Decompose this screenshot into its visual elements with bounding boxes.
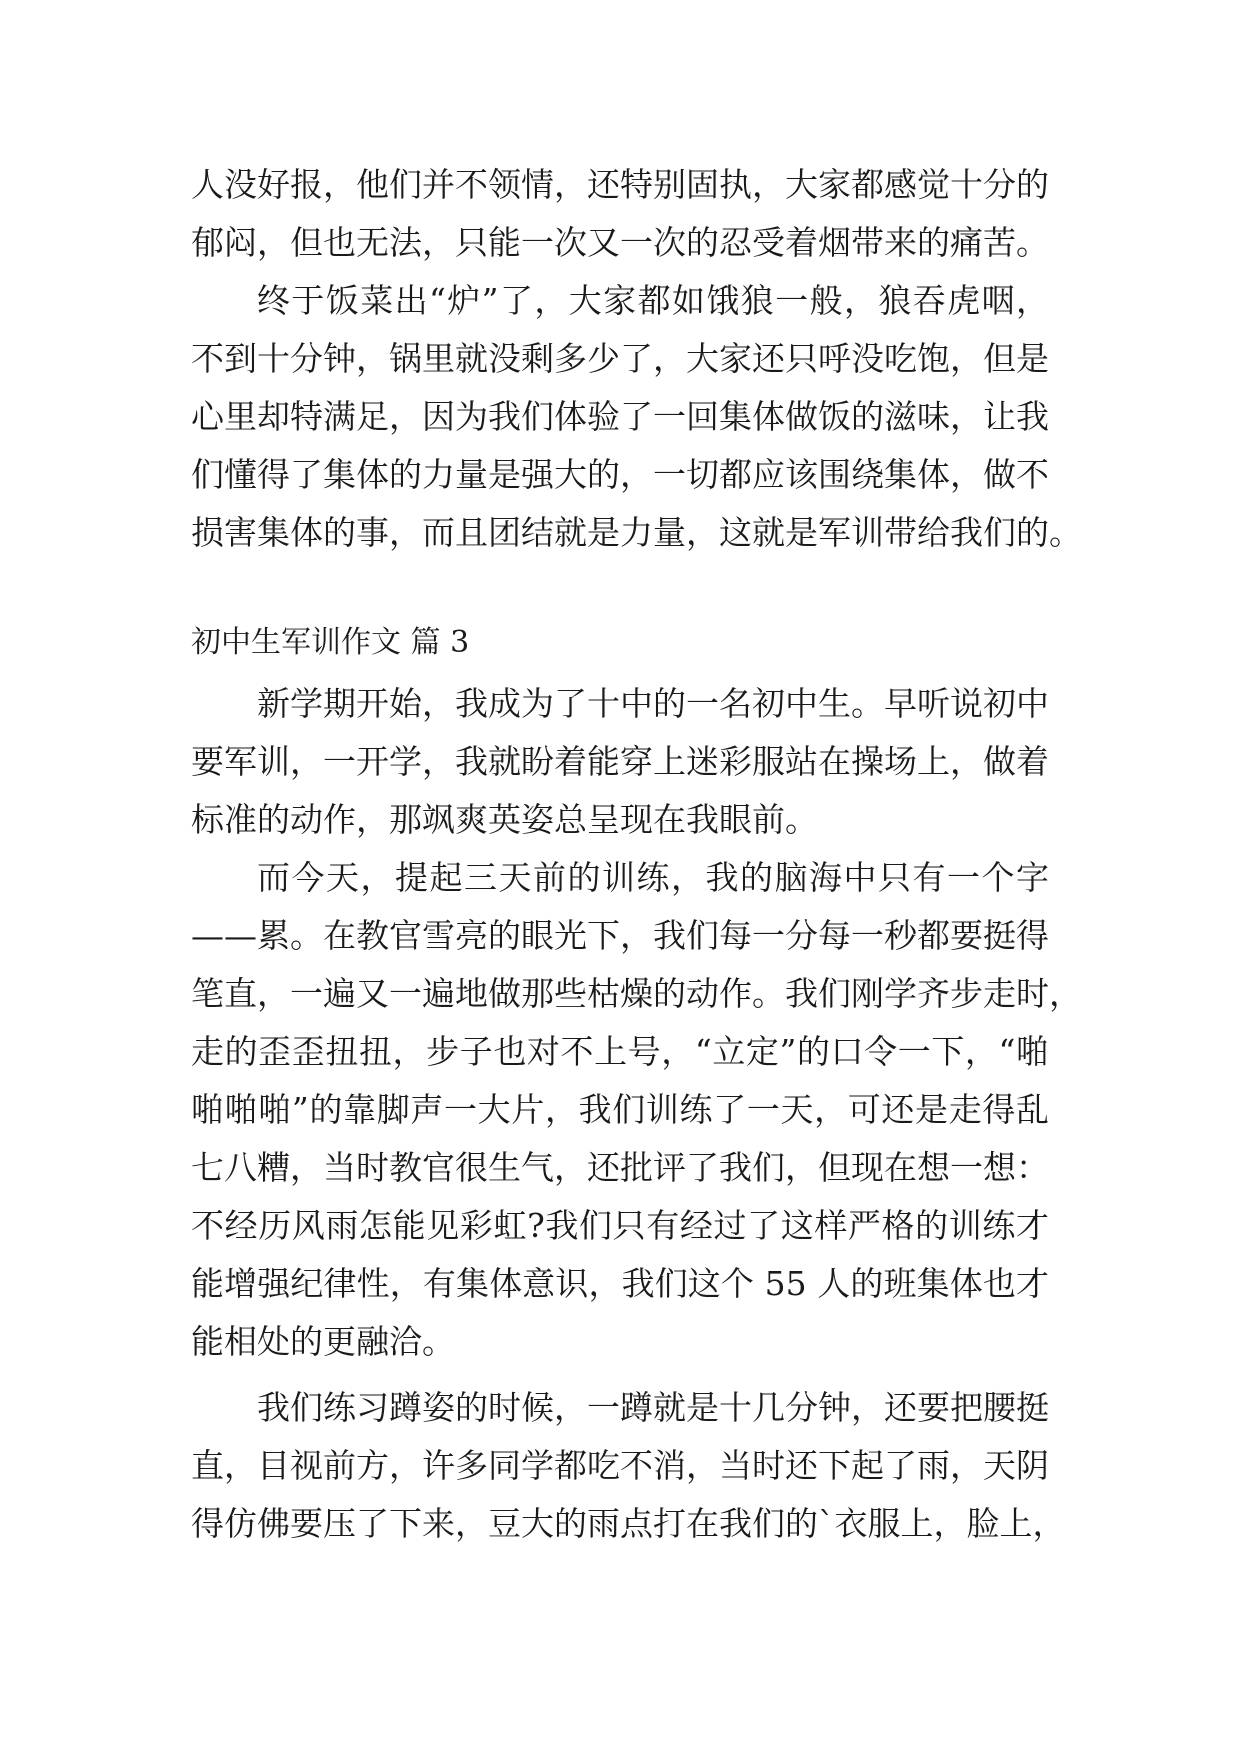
- line-text: 啪啪啪”的靠脚声一大片，我们训练了一天，可还是走得乱: [191, 1090, 1049, 1129]
- line-text: 而今天，提起三天前的训练，我的脑海中只有一个字: [257, 858, 1049, 897]
- line-text: 直，目视前方，许多同学都吃不消，当时还下起了雨，天阴: [191, 1446, 1049, 1485]
- line-text: 不到十分钟，锅里就没剩多少了，大家还只呼没吃饱，但是: [191, 339, 1049, 378]
- line-text: 新学期开始，我成为了十中的一名初中生。早听说初中: [257, 684, 1049, 723]
- line-text: ——累。在教官雪亮的眼光下，我们每一分每一秒都要挺得: [191, 916, 1049, 955]
- section-heading: 初中生军训作文 篇 3: [191, 625, 470, 660]
- line-text: 标准的动作，那飒爽英姿总呈现在我眼前。: [191, 800, 818, 839]
- text-line: [0, 1307, 1241, 1377]
- line-text: 笔直，一遍又一遍地做那些枯燥的动作。我们刚学齐步走时，: [191, 974, 1082, 1013]
- line-text: 能相处的更融洽。: [191, 1322, 455, 1361]
- line-text: 心里却特满足，因为我们体验了一回集体做饭的滋味，让我: [191, 397, 1049, 436]
- line-text: 得仿佛要压了下来，豆大的雨点打在我们的`衣服上，脸上，: [191, 1504, 1066, 1543]
- line-text: 能增强纪律性，有集体意识，我们这个 55 人的班集体也才: [191, 1264, 1049, 1303]
- line-text: 人没好报，他们并不领情，还特别固执，大家都感觉十分的: [191, 165, 1049, 204]
- line-text: 郁闷，但也无法，只能一次又一次的忍受着烟带来的痛苦。: [191, 223, 1049, 262]
- line-text: 损害集体的事，而且团结就是力量，这就是军训带给我们的。: [191, 513, 1082, 552]
- line-text: 七八糟，当时教官很生气，还批评了我们，但现在想一想：: [191, 1148, 1049, 1187]
- line-text: 我们练习蹲姿的时候，一蹲就是十几分钟，还要把腰挺: [257, 1388, 1049, 1427]
- text-line: [0, 1489, 1241, 1559]
- line-text: 要军训，一开学，我就盼着能穿上迷彩服站在操场上，做着: [191, 742, 1049, 781]
- text-line: [0, 498, 1241, 568]
- line-text: 终于饭菜出“炉”了，大家都如饿狼一般，狼吞虎咽，: [257, 281, 1049, 320]
- line-text: 走的歪歪扭扭，步子也对不上号，“立定”的口令一下，“啪: [191, 1032, 1049, 1071]
- line-text: 不经历风雨怎能见彩虹?我们只有经过了这样严格的训练才: [191, 1206, 1049, 1245]
- line-text: 们懂得了集体的力量是强大的，一切都应该围绕集体，做不: [191, 455, 1049, 494]
